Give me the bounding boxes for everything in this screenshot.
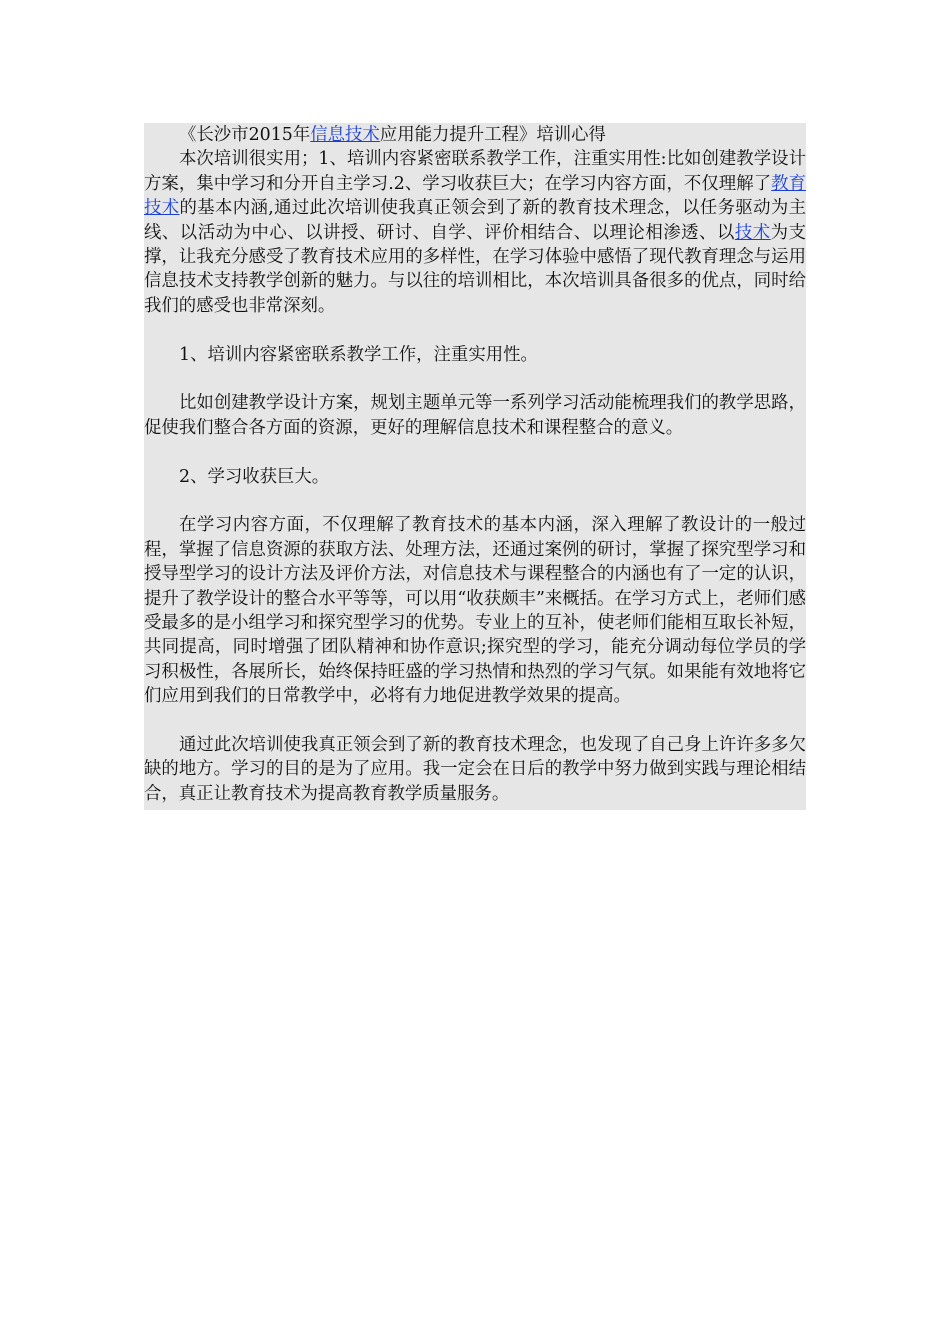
link-technology[interactable]: 技术 bbox=[734, 222, 771, 243]
article-block bbox=[144, 123, 806, 810]
section-heading-1: 1、培训内容紧密联系教学工作，注重实用性。 bbox=[179, 344, 538, 365]
section-paragraph-2: 在学习内容方面，不仅理解了教育技术的基本内涵，深入理解了教设计的一般过程，掌握了信息资源的获取方法、处理方法，还通过案例的研讨，掌握了探究型学习和授导型学习的设计方法及评价方法，对信息技术与课程整合的内涵也有了一定的认识，提升了教学设计的整合水平等等，可以用“收获颇丰”来概括。在学习方式上，老师们感受最多的是小组学习和探究型学习的优势。专业上的互补，使老师们能相互取长补短，共同提高，同时增强了团队精神和协作意识;探究型的学习，能充分调动每位学员的学习积极性，各展所长，始终保持旺盛的学习热情和热烈的学习气氛。如果能有效地将它们应用到我们的日常教学中，必将有力地促进教学效果的提高。 bbox=[144, 515, 806, 707]
intro-paragraph bbox=[144, 147, 806, 318]
title-text-after: 应用能力提升工程》培训心得 bbox=[379, 125, 606, 145]
section-paragraph-1: 比如创建教学设计方案，规划主题单元等一系列学习活动能梳理我们的教学思路，促使我们整合各方面的资源，更好的理解信息技术和课程整合的意义。 bbox=[144, 393, 806, 438]
title-link-info-tech[interactable]: 信息技术 bbox=[310, 125, 380, 145]
section-heading-2: 2、学习收获巨大。 bbox=[179, 466, 330, 487]
title-text-before: 《长沙市2015年 bbox=[179, 125, 311, 145]
link-education-technology[interactable]: 教育技术 bbox=[144, 173, 806, 219]
intro-text-2: 的基本内涵,通过此次培训使我真正领会到了新的教育技术理念，以任务驱动为主线、以活动为中心、以讲授、研讨、自学、评价相结合、以理论相渗透、以 bbox=[144, 198, 806, 243]
document-title bbox=[144, 123, 806, 147]
intro-text-3: 为支撑，让我充分感受了教育技术应用的多样性，在学习体验中感悟了现代教育理念与运用信息技术支持教学创新的魅力。与以往的培训相比，本次培训具备很多的优点，同时给我们的感受也非常深刻。 bbox=[144, 222, 806, 316]
closing-paragraph: 通过此次培训使我真正领会到了新的教育技术理念，也发现了自己身上许许多多欠缺的地方。学习的目的是为了应用。我一定会在日后的教学中努力做到实践与理论相结合，真正让教育技术为提高教育教学质量服务。 bbox=[144, 735, 806, 804]
intro-text-1: 本次培训很实用；1、培训内容紧密联系教学工作，注重实用性:比如创建教学设计方案，集中学习和分开自主学习.2、学习收获巨大；在学习内容方面，不仅理解了 bbox=[144, 149, 806, 194]
